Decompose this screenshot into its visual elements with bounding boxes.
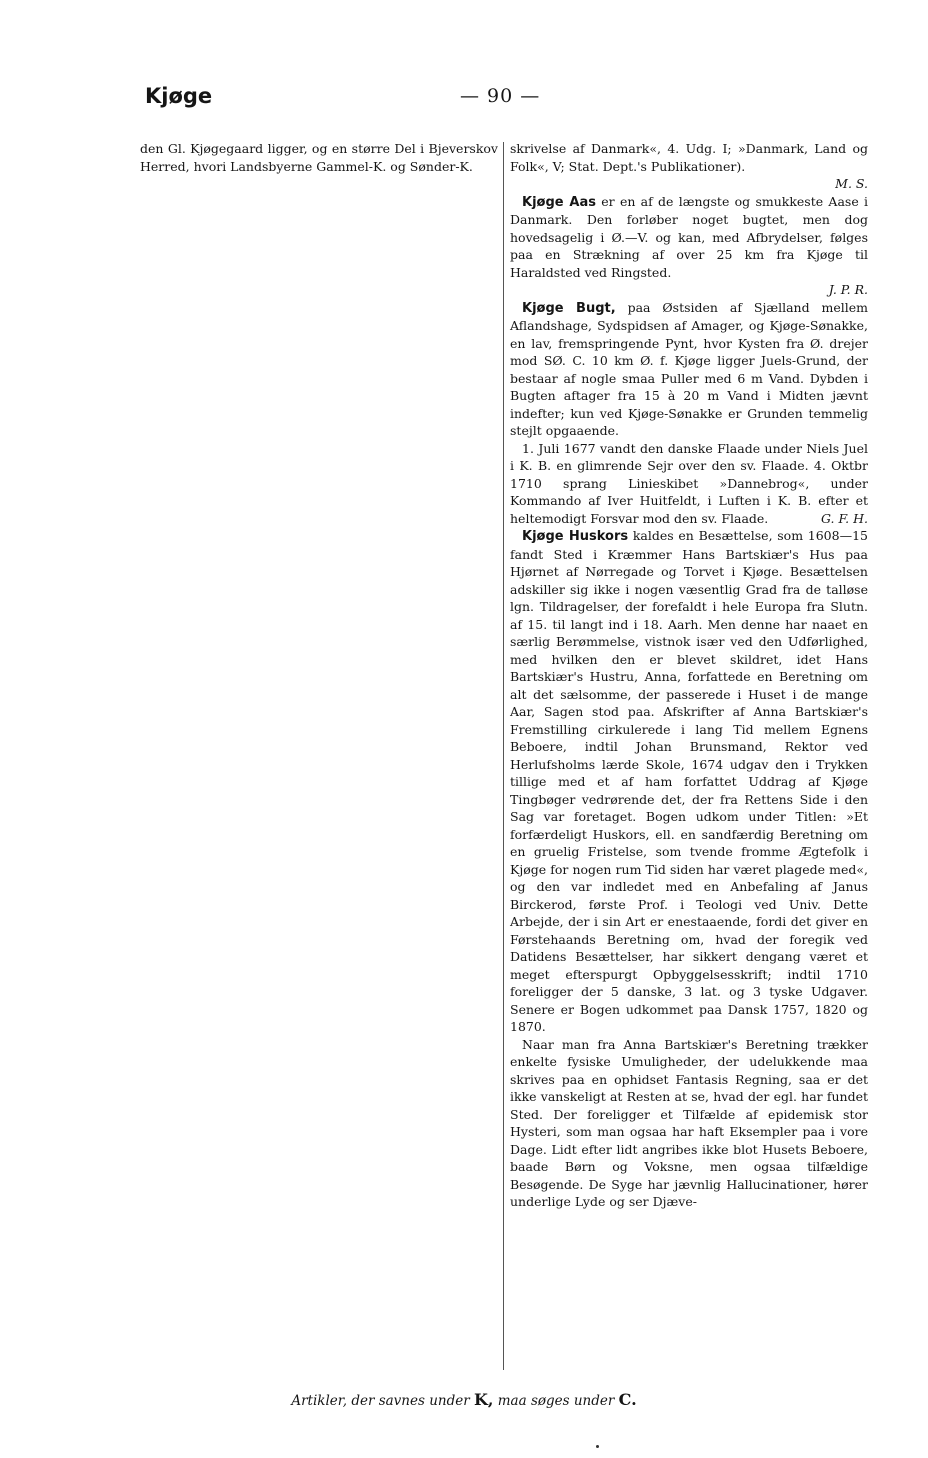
- entry-kjoge-huskors: [510, 527, 868, 1036]
- entry-kjoge-bugt: [510, 299, 868, 440]
- continuation-paragraph: skrivelse af Danmark«, 4. Udg. I; »Danmark, Land og Folk«, V; Stat. Dept.'s Publikationer).: [510, 141, 868, 174]
- entry-text-kjoge-aas: er en af de længste og smukkeste Aase i Danmark. Den forløber noget bugtet, men dog hovedsagelig i Ø.—V. og kan, med Afbrydelser, følges paa en Strækning af over 25 km fra Kjøge til Haraldsted ved Ringsted.: [510, 193, 868, 280]
- running-head: [145, 84, 888, 114]
- running-head-word: Kjøge: [145, 84, 213, 108]
- page-number: — 90 —: [460, 85, 541, 107]
- footer-letter-c: C.: [618, 1390, 637, 1409]
- footer-note: [0, 1390, 928, 1409]
- entry-text-kjoge-huskors: kaldes en Besættelse, som 1608—15 fandt Sted i Kræmmer Hans Bartskiær's Hus paa Hjørnet af Nørregade og Torvet i Kjøge. Besættelsen adskiller sig ikke i nogen væsentlig Grad fra de talløse lgn. Tildragelser, der forefaldt i hele Europa fra Slutn. af 15. til langt ind i 18. Aarh. Men denne har naaet en særlig Berømmelse, vistnok især ved den Udførlighed, med hvilken den er blevet skildret, idet Hans Bartskiær's Hustru, Anna, forfattede en Beretning om alt det sælsomme, der passerede i Huset i de mange Aar, Sagen stod paa. Afskrifter af Anna Bartskiær's Fremstilling cirkulerede i lang Tid mellem Egnens Beboere, indtil Johan Brunsmand, Rektor ved Herlufsholms lærde Skole, 1674 udgav den i Trykken tillige med et af ham forfattet Uddrag af Kjøge Tingbøger vedrørende det, der fra Rettens Side i den Sag var foretaget. Bogen udkom under Titlen: »Et forfærdeligt Huskors, ell. en sandfærdig Beretning om en gruelig Fristelse, som tvende fromme Ægtefolk i Kjøge for nogen rum Tid siden har været plagede med«, og den var indledet med en Anbefaling af Janus Birckerod, første Prof. i Teologi ved Univ. Dette Arbejde, der i sin Art er enestaaende, fordi det giver en Førstehaands Beretning om, hvad der foregik ved Datidens Besættelser, har sikkert dengang været et meget efterspurgt Opbyggelsesskrift; indtil 1710 foreligger der 5 danske, 3 lat. og 3 tyske Udgaver. Senere er Bogen udkommet paa Dansk 1757, 1820 og 1870.: [510, 528, 868, 1034]
- entry-kjoge-huskors-paragraph-2: Naar man fra Anna Bartskiær's Beretning trækker enkelte fysiske Umuligheder, der udelukkende maa skrives paa en ophidset Fantasis Regning, saa er det ikke vanskeligt at Resten at se, hvad der egl. har fundet Sted. Der foreligger et Tilfælde af epidemisk stor Hysteri, som man ogsaa har haft Eksempler paa i vore Dage. Lidt efter lidt angribes ikke blot Husets Beboere, baade Børn og Voksne, men ogsaa tilfældige Besøgende. De Syge har jævnlig Hallucinationer, hører underlige Lyde og ser Djæve-: [510, 1036, 868, 1209]
- headword-kjoge-huskors: Kjøge Huskors: [522, 529, 629, 544]
- entry-kjoge-aas: [510, 193, 868, 282]
- entry-text-kjoge-bugt-2: 1. Juli 1677 vandt den danske Flaade under Niels Juel i K. B. en glimrende Sejr over den sv. Flaade. 4. Oktbr 1710 sprang Linieskibet »Dannebrog«, under Kommando af Iver Huitfeldt, i Luften i K. B. efter et heltemodigt Forsvar mod den sv. Flaade.: [510, 440, 868, 526]
- footer-text-1: Artikler, der savnes under: [291, 1393, 474, 1409]
- entry-text-kjoge-bugt: paa Østsiden af Sjælland mellem Aflandshage, Sydspidsen af Amager, og Kjøge-Sønakke, en lav, fremspringende Pynt, hvor Kysten fra Ø. drejer mod SØ. C. 10 km Ø. f. Kjøge ligger Juels-Grund, der bestaar af nogle smaa Puller med 6 m Vand. Dybden i Bugten aftager fra 15 à 20 m Vand i Midten jævnt indefter; kun ved Kjøge-Sønakke er Grunden temmelig stejlt opgaaende.: [510, 299, 868, 438]
- right-column: [510, 140, 868, 1211]
- print-speck: [596, 1445, 599, 1448]
- entry-kjoge-bugt-paragraph-2: [510, 440, 868, 528]
- left-column: [140, 140, 498, 175]
- headword-kjoge-bugt: Kjøge Bugt,: [522, 300, 616, 316]
- footer-letter-k: K,: [473, 1390, 494, 1409]
- left-paragraph-1: den Gl. Kjøgegaard ligger, og en større Del i Bjeverskov Herred, hvori Landsbyerne Gammel-K. og Sønder-K.: [140, 141, 498, 174]
- column-divider: [503, 142, 504, 1370]
- signature-kjoge-bugt: G. F. H.: [820, 510, 868, 526]
- headword-kjoge-aas: Kjøge Aas: [522, 194, 596, 210]
- continuation-signature: M. S.: [835, 176, 868, 191]
- signature-kjoge-aas: J. P. R.: [828, 282, 868, 297]
- footer-text-2: maa søges under: [493, 1393, 619, 1409]
